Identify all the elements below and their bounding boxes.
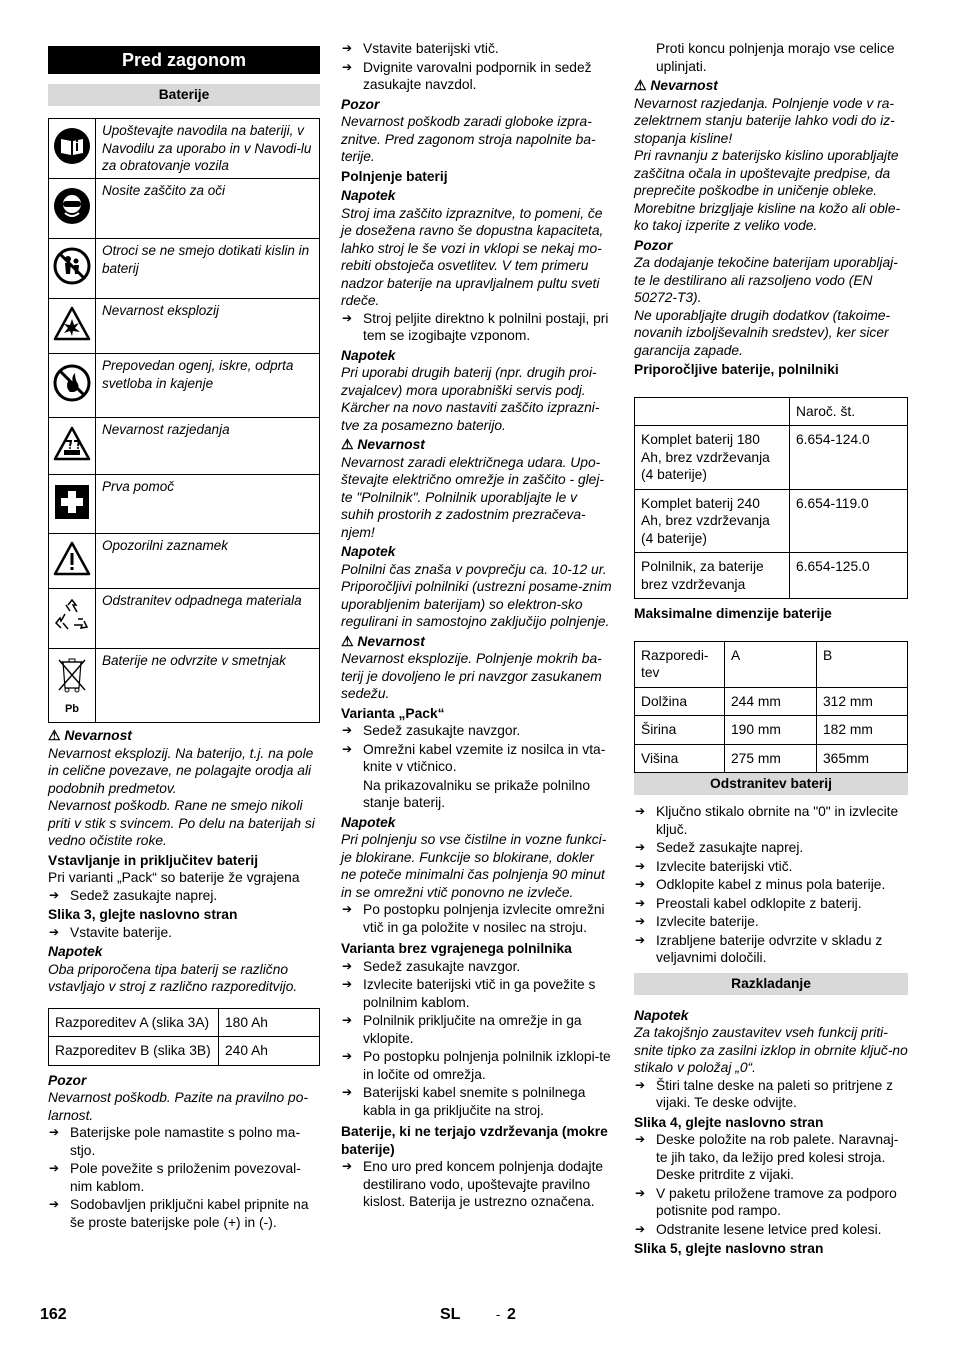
table-row xyxy=(635,489,908,553)
warning-text: Nevarnost zaradi električnega udara. Upo-števajte električno omrežje in zaščito - glej-te "Polnilnik". Polnilnik uporabljajte le v suhih prostorih z zadostnim prezračeva-njem! xyxy=(341,454,605,540)
table-cell: 190 mm xyxy=(725,716,817,745)
table-cell: 6.654-119.0 xyxy=(790,489,908,553)
table-cell: A xyxy=(725,641,817,687)
page-number: 162 xyxy=(40,1306,67,1323)
layout-table xyxy=(48,1008,320,1066)
table-cell: B xyxy=(817,641,908,687)
warning-text: Nevarnost poškodb. Rane ne smejo nikoli priti v stik s svincem. Po delu na baterijah si vedno očistite roke. xyxy=(48,798,315,848)
warning-icon: ⚠ xyxy=(341,437,354,452)
instruction-step: ➔ Polnilnik priključite na omrežje in ga vklopite. xyxy=(341,1012,613,1047)
note-label: Napotek xyxy=(341,188,396,203)
note-text: Pri polnjenju so vse čistilne in vozne funkci-je blokirane. Funkcije so blokirane, dokler ne poteče minimalni čas polnjenja 90 minut in se omrežni vtič ponovno ne izvleče. xyxy=(341,832,607,900)
warning-icon xyxy=(49,534,96,589)
caution-text: Nevarnost poškodb. Pazite na pravilno po-larnost. xyxy=(48,1090,308,1123)
subheading-charging: Polnjenje baterij xyxy=(341,168,448,184)
symbol-row xyxy=(49,534,320,589)
symbol-row xyxy=(49,119,320,179)
symbol-text: Nosite zaščito za oči xyxy=(96,179,320,239)
instruction-step: ➔ Izrabljene baterije odvrzite v skladu z veljavnimi določili. xyxy=(634,932,908,967)
subheading-dimensions: Maksimalne dimenzije baterije xyxy=(634,606,832,621)
table-cell: Komplet baterij 180 Ah, brez vzdrževanja (4 baterije) xyxy=(635,426,790,490)
table-row xyxy=(49,1008,320,1037)
caution-label: Pozor xyxy=(48,1072,87,1088)
instruction-step: ➔ Preostali kabel odklopite z baterij. xyxy=(634,895,908,913)
page-title: Pred zagonom xyxy=(48,46,320,74)
instruction-step: ➔ Izvlecite baterijski vtič. xyxy=(634,858,908,876)
instruction-step: ➔ V paketu priložene tramove za podporo potisnite pod rampo. xyxy=(634,1185,908,1220)
crossed-bin-icon xyxy=(49,649,96,723)
symbol-row xyxy=(49,475,320,534)
warning-text: Nevarnost eksplozij. Na baterijo, t.j. na pole in celične povezave, ne polagajte orodja ali podobnih predmetov. xyxy=(48,745,314,796)
table-cell: 312 mm xyxy=(817,687,908,716)
table-cell: Naroč. št. xyxy=(790,397,908,426)
column-middle xyxy=(341,40,613,1212)
note-text: Pri uporabi drugih baterij (npr. drugih proi-zvajalcev) mora uporabniški servis podj. Kärcher na novo nastaviti zaščito izprazni-tve za posamezno baterijo. xyxy=(341,365,600,433)
table-cell: 275 mm xyxy=(725,744,817,773)
table-cell: 365mm xyxy=(817,744,908,773)
table-row xyxy=(635,744,908,773)
instruction-step: ➔ Pole povežite s priloženim povezoval-nim kablom. xyxy=(48,1160,320,1195)
safety-symbols-table xyxy=(48,118,320,723)
footer-separator: - xyxy=(496,1307,501,1322)
instruction-step: ➔ Baterijske pole namastite s polno ma-stjo. xyxy=(48,1124,320,1159)
table-cell: Širina xyxy=(635,716,725,745)
symbol-row xyxy=(49,239,320,299)
table-cell: Dolžina xyxy=(635,687,725,716)
section-page-number: 2 xyxy=(507,1306,516,1323)
note-text: Stroj ima zaščito izpraznitve, to pomeni, če je dosežena ravno še dopustna kapaciteta, lahko stroj le še vozi in vklopi se nekaj mo-rebiti obstoječa osvetlitev. V tem primeru nadzor baterije na upravljalnem pultu sveti rdeče. xyxy=(341,205,604,308)
symbol-row xyxy=(49,418,320,475)
symbol-row xyxy=(49,649,320,723)
note-label: Napotek xyxy=(634,1007,689,1023)
table-cell: 240 Ah xyxy=(219,1037,320,1066)
no-fire-icon xyxy=(49,354,96,418)
table-cell: 180 Ah xyxy=(219,1008,320,1037)
section-heading-unloading: Razkladanje xyxy=(634,973,908,995)
note-text: Za takojšnjo zaustavitev vseh funkcij priti-snite tipko za zasilni izklop in obrnite ključ-no stikalo v položaj „0“. xyxy=(634,1025,908,1075)
table-cell: Razporeditev B (slika 3B) xyxy=(49,1037,219,1066)
symbol-text: Opozorilni zaznamek xyxy=(96,534,320,589)
figure-reference: Slika 5, glejte naslovno stran xyxy=(634,1241,824,1256)
table-cell: 6.654-125.0 xyxy=(790,553,908,599)
symbol-row xyxy=(49,354,320,418)
instruction-step: ➔ Odstranite lesene letvice pred kolesi. xyxy=(634,1221,908,1239)
table-row xyxy=(635,716,908,745)
warning-label-text: Nevarnost xyxy=(650,78,718,93)
instruction-step: ➔ Stroj peljite direktno k polnilni postaji, pri tem se izogibajte vzponom. xyxy=(341,310,613,345)
instruction-step: ➔ Deske položite na rob palete. Naravnaj-te jih tako, da ležijo pred kolesi stroja. Deske pritrdite z vijaki. xyxy=(634,1131,908,1184)
paragraph: Pri varianti „Pack“ so baterije že vgrajena xyxy=(48,870,300,885)
symbol-text: Prva pomoč xyxy=(96,475,320,534)
warning-label xyxy=(634,77,908,95)
table-cell: Polnilnik, za baterije brez vzdrževanja xyxy=(635,553,790,599)
caution-text: Za dodajanje tekočine baterijam uporabljaj-te le destilirano ali razsoljeno vodo (EN 50272-T3). xyxy=(634,255,898,305)
subheading-install: Vstavljanje in priključitev baterij xyxy=(48,852,259,868)
instruction-step: ➔ Sedež zasukajte naprej. xyxy=(634,839,908,857)
symbol-row xyxy=(49,179,320,239)
warning-label xyxy=(341,633,613,651)
manual-book-icon xyxy=(49,119,96,179)
instruction-step: ➔ Omrežni kabel vzemite iz nosilca in vta-knite v vtičnico. xyxy=(341,741,613,776)
caution-text: Nevarnost poškodb zaradi globoke izpra-znitve. Pred zagonom stroja napolnite ba-terije. xyxy=(341,114,596,164)
instruction-step: ➔ Vstavite baterijski vtič. xyxy=(341,40,613,58)
symbol-text: Upoštevajte navodila na bateriji, v Navodilu za uporabo in v Navodi-lu za obratovanje vozila xyxy=(96,119,320,179)
symbol-row xyxy=(49,299,320,354)
figure-reference: Slika 3, glejte naslovno stran xyxy=(48,907,238,922)
first-aid-icon xyxy=(49,475,96,534)
symbol-text: Baterije ne odvrzite v smetnjak xyxy=(96,649,320,723)
table-row xyxy=(49,1037,320,1066)
corrosion-hazard-icon xyxy=(49,418,96,475)
dimensions-table xyxy=(634,641,908,774)
instruction-step: ➔ Po postopku polnjenja izvlecite omrežni vtič in ga položite v nosilec na stroju. xyxy=(341,901,613,936)
recycling-icon xyxy=(49,589,96,649)
instruction-step: ➔ Odklopite kabel z minus pola baterije. xyxy=(634,876,908,894)
warning-text: Pri ravnanju z baterijsko kislino uporabljajte zaščitna očala in upoštevajte predpise, da preprečite poškodbe in uničenje obleke. xyxy=(634,148,899,198)
table-cell: Razporedi-tev xyxy=(635,641,725,687)
table-row xyxy=(635,687,908,716)
symbol-text: Odstranitev odpadnega materiala xyxy=(96,589,320,649)
note-text: Oba priporočena tipa baterij se različno vstavljajo v stroj z različno razporeditvijo. xyxy=(48,961,298,994)
instruction-step: ➔ Izvlecite baterijski vtič in ga povežite s polnilnim kablom. xyxy=(341,976,613,1011)
subheading-pack: Varianta „Pack“ xyxy=(341,705,445,721)
warning-label xyxy=(48,727,320,745)
instruction-step: ➔ Sodobavljen priključni kabel pripnite na še proste baterijske pole (+) in (-). xyxy=(48,1196,320,1231)
section-heading-removal: Odstranitev baterij xyxy=(634,773,908,795)
table-cell: 244 mm xyxy=(725,687,817,716)
symbol-text: Nevarnost eksplozij xyxy=(96,299,320,354)
instruction-step: ➔ Eno uro pred koncem polnjenja dodajte destilirano vodo, upoštevajte pravilno kislost. Baterija je ustrezno označena. xyxy=(341,1158,613,1211)
caution-label: Pozor xyxy=(634,237,673,253)
warning-label xyxy=(341,436,613,454)
step-result: Na prikazovalniku se prikaže polnilno stanje baterij. xyxy=(363,777,591,810)
column-left xyxy=(48,40,320,1232)
subheading-no-charger: Varianta brez vgrajenega polnilnika xyxy=(341,941,572,956)
warning-icon: ⚠ xyxy=(634,78,647,93)
instruction-step: ➔ Po postopku polnjenja polnilnik izklopi-te in ločite od omrežja. xyxy=(341,1048,613,1083)
warning-text: Nevarnost eksplozije. Polnjenje mokrih ba-terij je dovoljeno le pri navzgor zasukanem sedežu. xyxy=(341,651,602,701)
warning-label-text: Nevarnost xyxy=(357,437,425,452)
table-row xyxy=(635,641,908,687)
caution-text: Ne uporabljajte drugih dodatkov (takoime-novanih izboljševalnih sredstev), ker sicer garancija zapade. xyxy=(634,307,891,358)
no-children-icon xyxy=(49,239,96,299)
explosion-hazard-icon xyxy=(49,299,96,354)
table-cell: Razporeditev A (slika 3A) xyxy=(49,1008,219,1037)
warning-icon: ⚠ xyxy=(48,728,61,743)
warning-label-text: Nevarnost xyxy=(64,728,132,743)
table-cell xyxy=(635,397,790,426)
section-heading-batteries: Baterije xyxy=(48,84,320,106)
language-code: SL xyxy=(440,1306,461,1323)
table-row xyxy=(635,553,908,599)
subheading-wet-batteries: Baterije, ki ne terjajo vzdrževanja (mokre baterije) xyxy=(341,1124,608,1157)
instruction-step: ➔ Dvignite varovalni podpornik in sedež zasukajte navzdol. xyxy=(341,59,613,94)
instruction-step: ➔ Baterijski kabel snemite s polnilnega kabla in ga priključite na stroj. xyxy=(341,1084,613,1119)
instruction-step: ➔ Sedež zasukajte navzgor. xyxy=(341,722,613,740)
eye-protection-icon xyxy=(49,179,96,239)
column-right xyxy=(634,40,908,1258)
warning-text: Nevarnost razjedanja. Polnjenje vode v ra-zelektrnem stanju baterije lahko vodi do iz-stopanja kisline! xyxy=(634,95,895,146)
instruction-step: ➔ Vstavite baterije. xyxy=(48,924,320,942)
caution-label: Pozor xyxy=(341,96,380,112)
subheading-recommended: Priporočljive baterije, polnilniki xyxy=(634,362,839,377)
figure-reference: Slika 4, glejte naslovno stran xyxy=(634,1114,824,1130)
note-label: Napotek xyxy=(48,944,103,959)
instruction-step: ➔ Izvlecite baterije. xyxy=(634,913,908,931)
step-result: Proti koncu polnjenja morajo vse celice uplinjati. xyxy=(656,41,895,74)
symbol-text: Otroci se ne smejo dotikati kislin in baterij xyxy=(96,239,320,299)
warning-text: Morebitne brizgljaje kisline na kožo ali oble-ko takoj izperite z veliko vode. xyxy=(634,200,901,233)
note-text: Polnilni čas znaša v povprečju ca. 10-12 ur. Priporočljivi polnilniki (ustrezni posame-znim uporabljenim baterijam) so elektron-sko regulirani in samostojno zaključijo polnjenje. xyxy=(341,561,612,629)
table-cell: Komplet baterij 240 Ah, brez vzdrževanja (4 baterije) xyxy=(635,489,790,553)
warning-label-text: Nevarnost xyxy=(357,633,425,649)
instruction-step: ➔ Štiri talne deske na paleti so pritrjene z vijaki. Te deske odvijte. xyxy=(634,1077,908,1112)
instruction-step: ➔ Sedež zasukajte navzgor. xyxy=(341,958,613,976)
note-label: Napotek xyxy=(341,814,396,830)
table-row xyxy=(635,397,908,426)
table-cell: 182 mm xyxy=(817,716,908,745)
symbol-row xyxy=(49,589,320,649)
table-row xyxy=(635,426,908,490)
table-cell: 6.654-124.0 xyxy=(790,426,908,490)
instruction-step: ➔ Sedež zasukajte naprej. xyxy=(48,887,320,905)
instruction-step: ➔ Ključno stikalo obrnite na "0" in izvlecite ključ. xyxy=(634,803,908,838)
warning-icon: ⚠ xyxy=(341,633,354,649)
note-label: Napotek xyxy=(341,347,396,363)
note-label: Napotek xyxy=(341,544,396,559)
pb-label: Pb xyxy=(64,702,80,715)
order-numbers-table xyxy=(634,397,908,600)
symbol-text: Prepovedan ogenj, iskre, odprta svetloba in kajenje xyxy=(96,354,320,418)
table-cell: Višina xyxy=(635,744,725,773)
symbol-text: Nevarnost razjedanja xyxy=(96,418,320,475)
